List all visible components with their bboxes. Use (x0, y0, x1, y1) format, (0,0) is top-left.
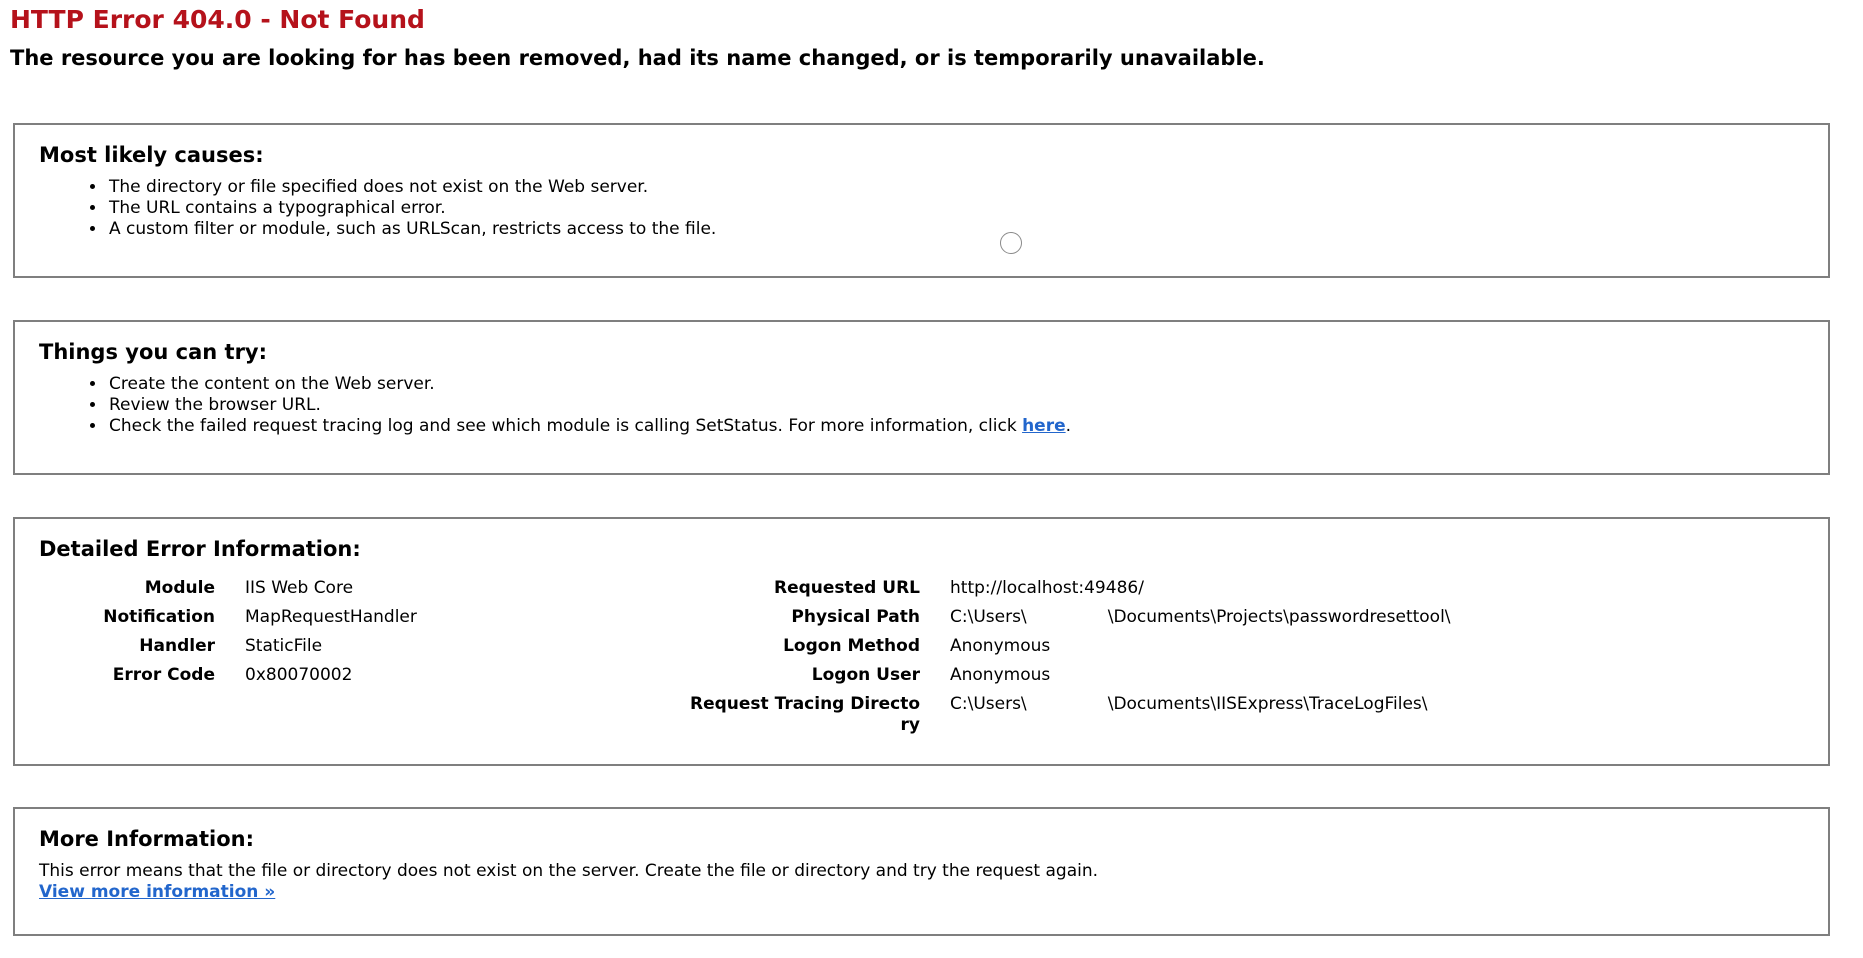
detail-table-left (89, 578, 625, 694)
table-row (690, 694, 1451, 744)
likely-causes-section (13, 123, 1830, 278)
things-to-try-heading: Things you can try: (39, 340, 268, 364)
detail-label: Requested URL (773, 578, 920, 598)
view-more-information-link[interactable]: View more information » (39, 882, 276, 902)
more-link-line (39, 882, 1828, 903)
detail-value: C:\Users\ \Documents\IISExpress\TraceLogFiles\ (950, 694, 1428, 714)
more-information-section (13, 807, 1830, 936)
tracing-text: Check the failed request tracing log and see which module is calling SetStatus. For more information, click (109, 416, 1023, 436)
mouse-cursor-indicator (1000, 232, 1022, 254)
page-subtitle: The resource you are looking for has been removed, had its name changed, or is temporarily unavailable. (10, 46, 1265, 70)
more-info-here-link[interactable]: here (1022, 416, 1066, 436)
detail-value: StaticFile (245, 636, 323, 656)
table-row (89, 607, 625, 636)
more-information-text: This error means that the file or directory does not exist on the server. Create the file or directory and try the request again. (39, 861, 1099, 881)
things-to-try-section (13, 320, 1830, 475)
things-to-try-list (39, 374, 1828, 437)
likely-causes-list (39, 177, 1828, 240)
detail-value: Anonymous (950, 665, 1051, 685)
table-row (89, 578, 625, 607)
detail-label: Request Tracing Directory (690, 694, 920, 735)
table-row (89, 636, 625, 665)
detail-label: Handler (139, 636, 215, 656)
likely-causes-heading: Most likely causes: (39, 143, 264, 167)
list-item: • Review the browser URL. (107, 395, 1828, 416)
list-item (107, 416, 1828, 437)
detail-label: Module (144, 578, 215, 598)
detail-label: Error Code (112, 665, 215, 685)
detail-label: Notification (103, 607, 215, 627)
list-item: • A custom filter or module, such as URLScan, restricts access to the file. (107, 219, 1828, 240)
detail-value: http://localhost:49486/ (950, 578, 1144, 598)
detailed-error-heading: Detailed Error Information: (39, 537, 361, 561)
more-information-heading: More Information: (39, 827, 254, 851)
detail-label: Logon Method (783, 636, 920, 656)
list-item: • The URL contains a typographical error. (107, 198, 1828, 219)
detail-value: IIS Web Core (245, 578, 354, 598)
table-row (690, 607, 1451, 636)
detail-value: Anonymous (950, 636, 1051, 656)
detail-value: MapRequestHandler (245, 607, 417, 627)
tracing-text-end: . (1065, 416, 1072, 436)
list-item: • The directory or file specified does not exist on the Web server. (107, 177, 1828, 198)
detail-label: Physical Path (791, 607, 920, 627)
detailed-error-section (13, 517, 1830, 766)
table-row (690, 578, 1451, 607)
table-row (690, 665, 1451, 694)
detail-label: Logon User (811, 665, 920, 685)
table-row (89, 665, 625, 694)
detail-value: 0x80070002 (245, 665, 353, 685)
detail-table-right (690, 578, 1451, 744)
table-row (690, 636, 1451, 665)
detail-value: C:\Users\ \Documents\Projects\passwordresettool\ (950, 607, 1451, 627)
list-item: • Create the content on the Web server. (107, 374, 1828, 395)
error-header (0, 0, 1863, 72)
page-title: HTTP Error 404.0 - Not Found (10, 5, 425, 34)
